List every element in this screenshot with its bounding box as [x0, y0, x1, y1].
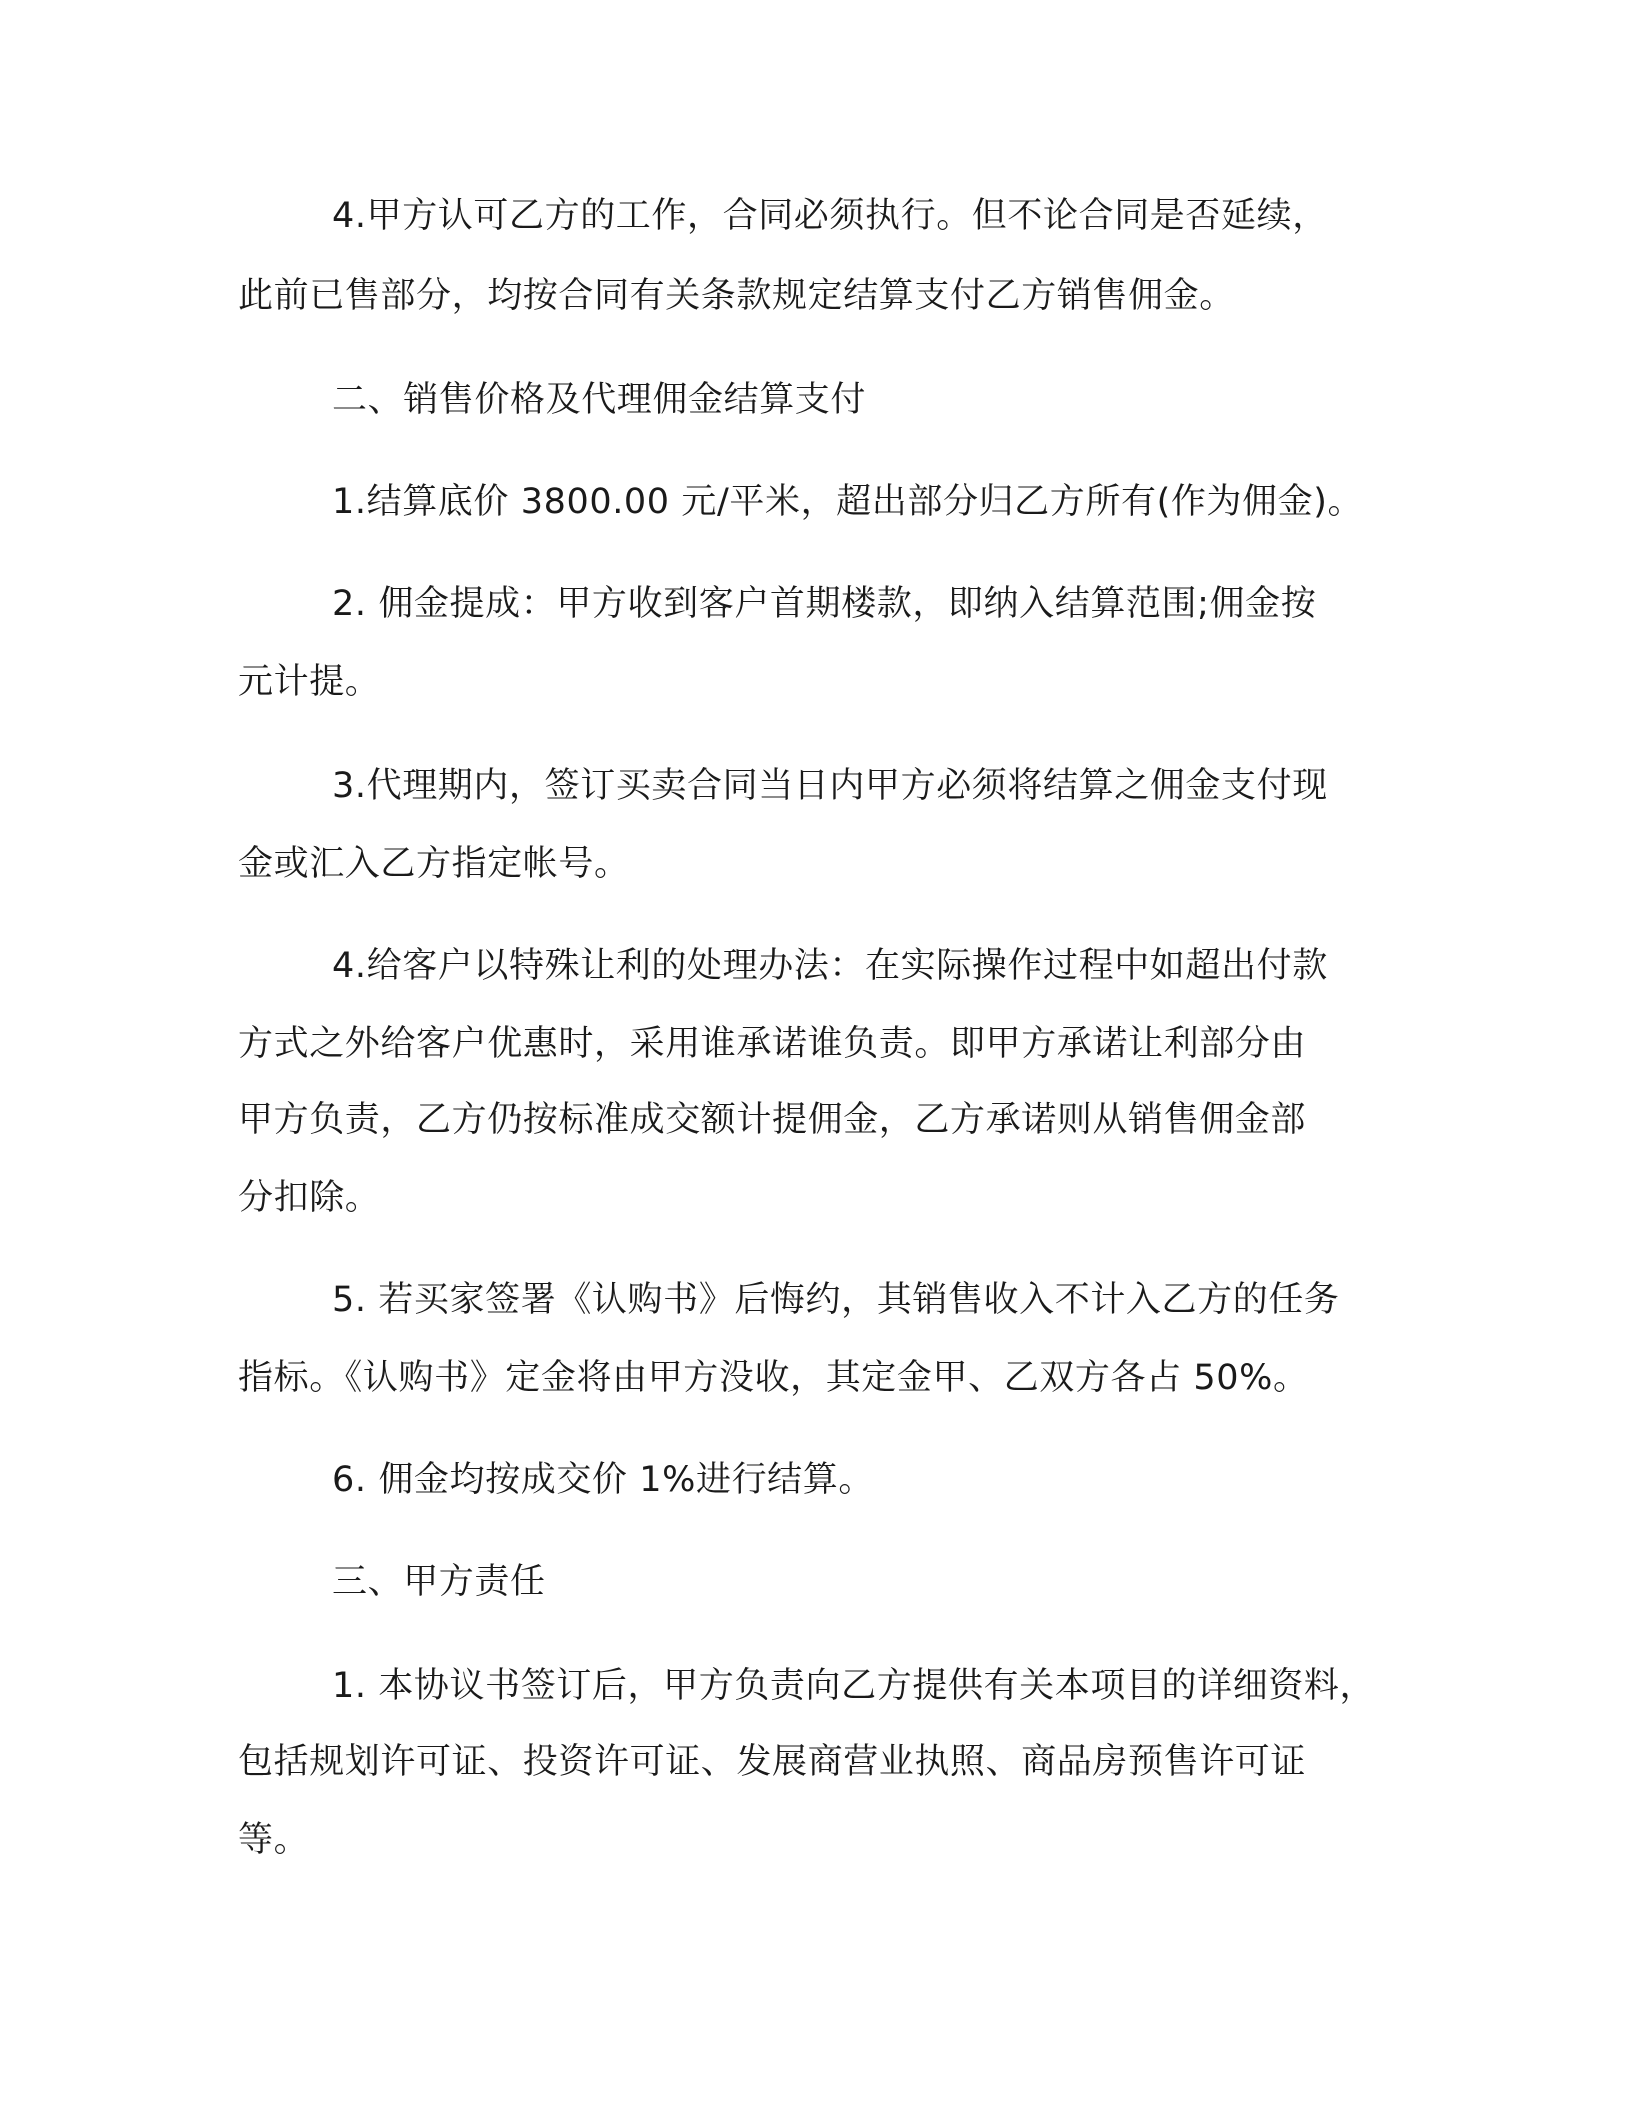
- section-3-heading: 三、甲方责任: [332, 1562, 546, 1602]
- clause-2-4-line-3: 甲方负责，乙方仍按标准成交额计提佣金，乙方承诺则从销售佣金部: [238, 1100, 1307, 1140]
- clause-3-1-line-1: 1. 本协议书签订后，甲方负责向乙方提供有关本项目的详细资料，: [332, 1666, 1376, 1706]
- clause-1-4-line-2: 此前已售部分，均按合同有关条款规定结算支付乙方销售佣金。: [238, 276, 1235, 316]
- clause-3-1-line-2: 包括规划许可证、投资许可证、发展商营业执照、商品房预售许可证: [238, 1742, 1307, 1782]
- clause-2-3-line-2: 金或汇入乙方指定帐号。: [238, 844, 630, 884]
- clause-2-1-line-1: 1.结算底价 3800.00 元/平米，超出部分归乙方所有(作为佣金)。: [332, 482, 1364, 522]
- clause-2-6-line-1: 6. 佣金均按成交价 1%进行结算。: [332, 1460, 874, 1500]
- clause-2-4-line-2: 方式之外给客户优惠时，采用谁承诺谁负责。即甲方承诺让利部分由: [238, 1024, 1307, 1064]
- clause-2-3-line-1: 3.代理期内，签订买卖合同当日内甲方必须将结算之佣金支付现: [332, 766, 1328, 806]
- clause-2-2-line-1: 2. 佣金提成：甲方收到客户首期楼款，即纳入结算范围;佣金按: [332, 584, 1317, 624]
- clause-1-4-line-1: 4.甲方认可乙方的工作，合同必须执行。但不论合同是否延续，: [332, 196, 1328, 236]
- clause-2-5-line-2: 指标。《认购书》定金将由甲方没收，其定金甲、乙双方各占 50%。: [238, 1358, 1309, 1398]
- section-2-heading: 二、销售价格及代理佣金结算支付: [332, 380, 867, 420]
- clause-2-2-line-2: 元计提。: [238, 662, 381, 702]
- clause-2-4-line-1: 4.给客户以特殊让利的处理办法：在实际操作过程中如超出付款: [332, 946, 1328, 986]
- clause-3-1-line-3: 等。: [238, 1820, 310, 1860]
- clause-2-4-line-4: 分扣除。: [238, 1178, 381, 1218]
- clause-2-5-line-1: 5. 若买家签署《认购书》后悔约，其销售收入不计入乙方的任务: [332, 1280, 1340, 1320]
